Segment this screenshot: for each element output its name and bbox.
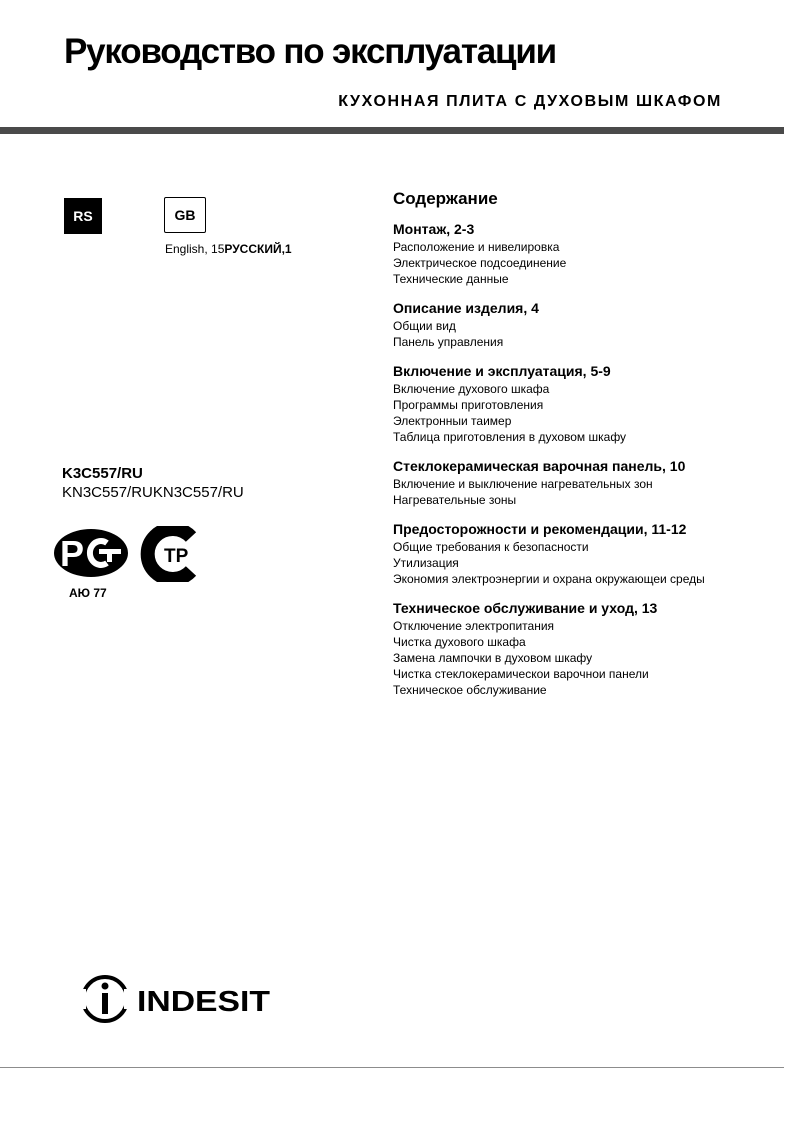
toc-item: Программы приготовления [393,398,544,412]
logo-glyph-stem [102,993,108,1014]
toc-title: Содержание [393,189,498,208]
toc-item: Общие требования к безопасности [393,540,589,554]
product-subtitle: КУХОННАЯ ПЛИТА С ДУХОВЫМ ШКАФОМ [338,93,722,110]
model-number-secondary: KN3C557/RUKN3C557/RU [62,484,244,501]
toc-item: Отключение электропитания [393,619,555,633]
toc-item: Технические данные [393,272,509,286]
svg-text:ТР: ТР [164,546,189,567]
toc-section-hob [393,457,773,508]
certification-code: АЮ 77 [69,586,107,600]
language-index [165,241,292,257]
toc-section-installation [393,220,773,287]
rst-certification-mark [53,528,129,578]
toc-heading: Стеклокерамическая варочная панель, 10 [393,458,686,474]
table-of-contents [393,188,773,710]
toc-item: Таблица приготовления в духовом шкафу [393,430,627,444]
toc-item: Включение и выключение нагревательных зон [393,477,653,491]
logo-glyph-dot [102,983,109,990]
toc-heading: Описание изделия, 4 [393,300,539,316]
toc-heading: Включение и эксплуатация, 5-9 [393,363,611,379]
model-number-primary: K3C557/RU [62,465,143,482]
toc-item: Нагревательные зоны [393,493,517,507]
toc-item: Электрическое подсоединение [393,256,567,270]
indesit-logo [80,973,272,1025]
toc-item: Утилизация [393,556,459,570]
toc-section-operation [393,362,773,445]
brand-name: INDESIT [137,986,271,1018]
header-divider [0,127,784,134]
toc-heading: Предосторожности и рекомендации, 11-12 [393,521,687,537]
language-english: English, 15 [165,242,225,256]
toc-section-maintenance [393,599,773,698]
toc-item: Чистка стеклокерамическои варочнои панели [393,667,649,681]
language-russian: РУССКИЙ,1 [224,242,292,256]
svg-text:Р: Р [60,533,85,574]
eac-tr-certification-mark [133,526,201,582]
toc-item: Включение духового шкафа [393,382,550,396]
toc-item: Чистка духового шкафа [393,635,526,649]
language-badge-gb: GB [164,197,206,233]
toc-item: Панель управления [393,335,504,349]
footer-divider [0,1067,784,1068]
toc-item: Общии вид [393,319,456,333]
language-badge-rs: RS [64,198,102,234]
toc-section-description [393,299,773,350]
toc-item: Техническое обслуживание [393,683,547,697]
page-title: Руководство по эксплуатации [64,32,556,71]
toc-item: Экономия электроэнергии и охрана окружающеи среды [393,572,705,586]
toc-section-precautions [393,520,773,587]
toc-item: Электронныи таимер [393,414,512,428]
toc-item: Расположение и нивелировка [393,240,560,254]
toc-heading: Техническое обслуживание и уход, 13 [393,600,658,616]
toc-heading: Монтаж, 2-3 [393,221,475,237]
toc-item: Замена лампочки в духовом шкафу [393,651,593,665]
